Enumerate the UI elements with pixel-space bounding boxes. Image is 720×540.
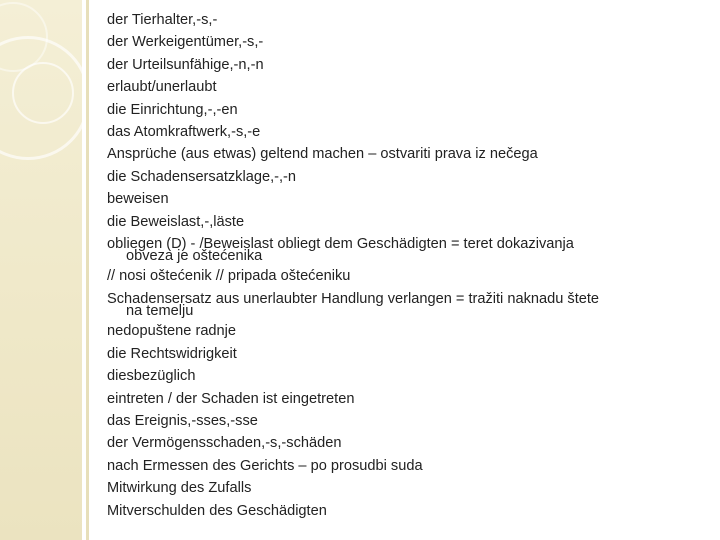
list-item: der Werkeigentümer,-s,- xyxy=(107,34,264,51)
list-item: die Schadensersatzklage,-,-n xyxy=(107,168,297,185)
list-item: nach Ermessen des Gerichts – po prosudbi suda xyxy=(107,457,423,474)
list-item: eintreten / der Schaden ist eingetreten xyxy=(107,390,355,407)
list-item: die Einrichtung,-,-en xyxy=(107,101,238,118)
vocabulary-list xyxy=(107,9,697,522)
list-item-continuation: na temelju xyxy=(126,303,194,320)
list-item: das Atomkraftwerk,-s,-e xyxy=(107,124,261,141)
list-item: erlaubt/unerlaubt xyxy=(107,79,217,96)
list-item: die Beweislast,-,läste xyxy=(107,213,245,230)
list-item: der Tierhalter,-s,- xyxy=(107,12,218,28)
list-item: obliegen (D) - /Beweislast obliegt dem Geschädigten = teret dokazivanja xyxy=(107,236,574,253)
list-item: Mitverschulden des Geschädigten xyxy=(107,502,327,519)
list-item: die Rechtswidrigkeit xyxy=(107,345,237,362)
list-item-continuation: obveza je oštećenika xyxy=(126,248,263,265)
decorative-circle xyxy=(12,62,74,124)
list-item: Schadensersatz aus unerlaubter Handlung verlangen = tražiti naknadu štete xyxy=(107,290,600,307)
list-item: Ansprüche (aus etwas) geltend machen – ostvariti prava iz nečega xyxy=(107,146,538,163)
list-item: // nosi oštećenik // pripada oštećeniku xyxy=(107,268,351,285)
list-item: der Vermögensschaden,-s,-schäden xyxy=(107,435,342,452)
list-item: beweisen xyxy=(107,191,169,208)
list-item: nedopuštene radnje xyxy=(107,323,237,340)
decorative-sidebar xyxy=(0,0,82,540)
list-item: Mitwirkung des Zufalls xyxy=(107,480,252,497)
sidebar-divider xyxy=(86,0,89,540)
list-item: diesbezüglich xyxy=(107,368,196,385)
list-item: das Ereignis,-sses,-sse xyxy=(107,412,258,429)
list-item: der Urteilsunfähige,-n,-n xyxy=(107,56,264,73)
